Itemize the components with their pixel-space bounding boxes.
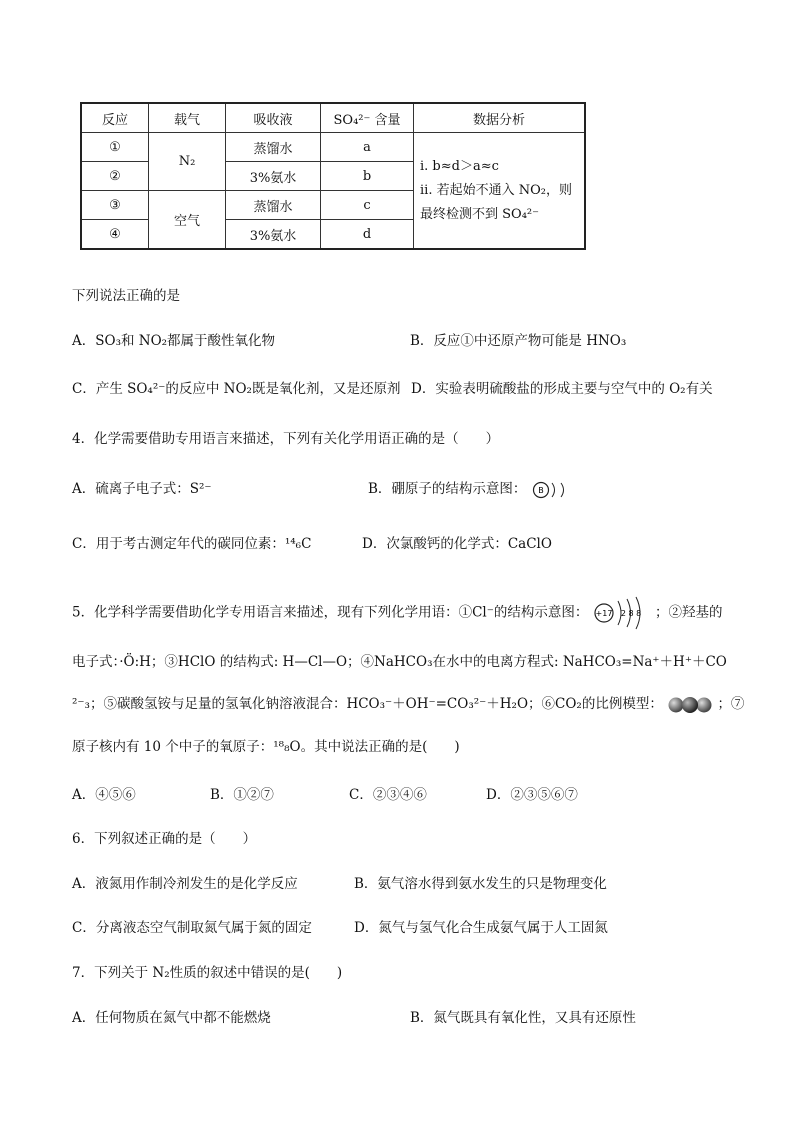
cell-reaction: ② <box>81 162 149 191</box>
header-gas: 载气 <box>149 103 226 133</box>
table-header-row <box>81 103 585 133</box>
q3-option-b: B．反应①中还原产物可能是 HNO₃ <box>410 333 627 349</box>
data-table <box>80 102 586 250</box>
q7-stem: 7．下列关于 N₂性质的叙述中错误的是( ) <box>72 965 343 981</box>
q3-option-c: C．产生 SO₄²⁻的反应中 NO₂既是氧化剂，又是还原剂 <box>72 381 401 397</box>
header-reaction: 反应 <box>81 103 149 133</box>
header-content: SO₄²⁻ 含量 <box>321 103 414 133</box>
cell-reaction: ④ <box>81 220 149 250</box>
q4-option-b <box>368 477 575 501</box>
q4-option-d: D．次氯酸钙的化学式：CaClO <box>362 536 552 552</box>
cell-content: c <box>321 191 414 220</box>
cl-nucleus-label: +17 <box>595 609 613 618</box>
cell-content: a <box>321 133 414 162</box>
analysis-line-1: ⅰ. b≈d＞a≈c <box>420 158 499 174</box>
cell-reaction: ① <box>81 133 149 162</box>
cl-shell-label: 2 8 8 <box>620 609 641 618</box>
q5-line-1b-text: ；②羟基的 <box>654 604 723 621</box>
co2-model-icon <box>667 696 713 714</box>
q5-line-1-text: 5．化学科学需要借助化学专用语言来描述，现有下列化学用语：①Cl⁻的结构示意图： <box>72 604 589 621</box>
q5-option-d: D．②③⑤⑥⑦ <box>486 787 578 803</box>
q5-option-a: A．④⑤⑥ <box>72 787 136 803</box>
header-absorb: 吸收液 <box>226 103 321 133</box>
cell-absorb: 蒸馏水 <box>226 191 321 220</box>
analysis-line-3: 最终检测不到 SO₄²⁻ <box>420 206 539 222</box>
cell-gas-n2: N₂ <box>149 133 226 191</box>
q5-option-b: B．①②⑦ <box>210 787 274 803</box>
q5-line-2: 电子式：·Ö:H；③HClO 的结构式: H—Cl—O；④NaHCO₃在水中的电离方程式: NaHCO₃=Na⁺＋H⁺＋CO <box>72 654 727 670</box>
cell-analysis <box>414 133 586 250</box>
cell-absorb: 蒸馏水 <box>226 133 321 162</box>
q5-line-3-text: ²⁻₃；⑤碳酸氢铵与足量的氢氧化钠溶液混合：HCO₃⁻＋OH⁻=CO₃²⁻＋H₂O；⑥CO₂的比例模型： <box>72 696 663 712</box>
cell-reaction: ③ <box>81 191 149 220</box>
q4-stem: 4．化学需要借助专用语言来描述，下列有关化学用语正确的是（ ） <box>72 431 500 447</box>
q5-line-4: 原子核内有 10 个中子的氧原子：¹⁸₈O。其中说法正确的是( ) <box>72 739 460 755</box>
q7-option-a: A．任何物质在氮气中都不能燃烧 <box>72 1010 271 1026</box>
q4-option-a: A．硫离子电子式：S²⁻ <box>72 481 212 497</box>
q5-line-3 <box>72 692 744 714</box>
svg-text:B: B <box>537 485 544 495</box>
q3-option-d: D．实验表明硫酸盐的形成主要与空气中的 O₂有关 <box>411 381 713 397</box>
analysis-line-2: ⅱ. 若起始不通入 NO₂，则 <box>420 182 572 198</box>
q3-stem: 下列说法正确的是 <box>72 288 180 304</box>
q6-stem: 6．下列叙述正确的是（ ） <box>72 831 257 847</box>
q5-line-3b-text: ；⑦ <box>717 696 745 712</box>
q7-option-b: B．氮气既具有氧化性，又具有还原性 <box>410 1010 636 1026</box>
table-row <box>81 133 585 162</box>
q4-option-c: C．用于考古测定年代的碳同位素：¹⁴₆C <box>72 536 312 552</box>
q6-option-c: C．分离液态空气制取氮气属于氮的固定 <box>72 920 312 936</box>
q4-option-b-text: B．硼原子的结构示意图： <box>368 481 527 497</box>
q6-option-b: B．氨气溶水得到氨水发生的只是物理变化 <box>354 876 607 892</box>
chloride-ion-diagram-icon <box>593 596 651 630</box>
cell-content: d <box>321 220 414 250</box>
cell-content: b <box>321 162 414 191</box>
cell-absorb: 3%氨水 <box>226 162 321 191</box>
cell-absorb: 3%氨水 <box>226 220 321 250</box>
q3-option-a: A．SO₃和 NO₂都属于酸性氧化物 <box>72 333 276 349</box>
header-analysis: 数据分析 <box>414 103 586 133</box>
q6-option-d: D．氮气与氢气化合生成氨气属于人工固氮 <box>354 920 608 936</box>
q5-line-1 <box>72 596 722 630</box>
cell-gas-air: 空气 <box>149 191 226 250</box>
boron-atom-diagram-icon <box>531 479 575 501</box>
q5-option-c: C．②③④⑥ <box>349 787 427 803</box>
q6-option-a: A．液氮用作制冷剂发生的是化学反应 <box>72 876 298 892</box>
